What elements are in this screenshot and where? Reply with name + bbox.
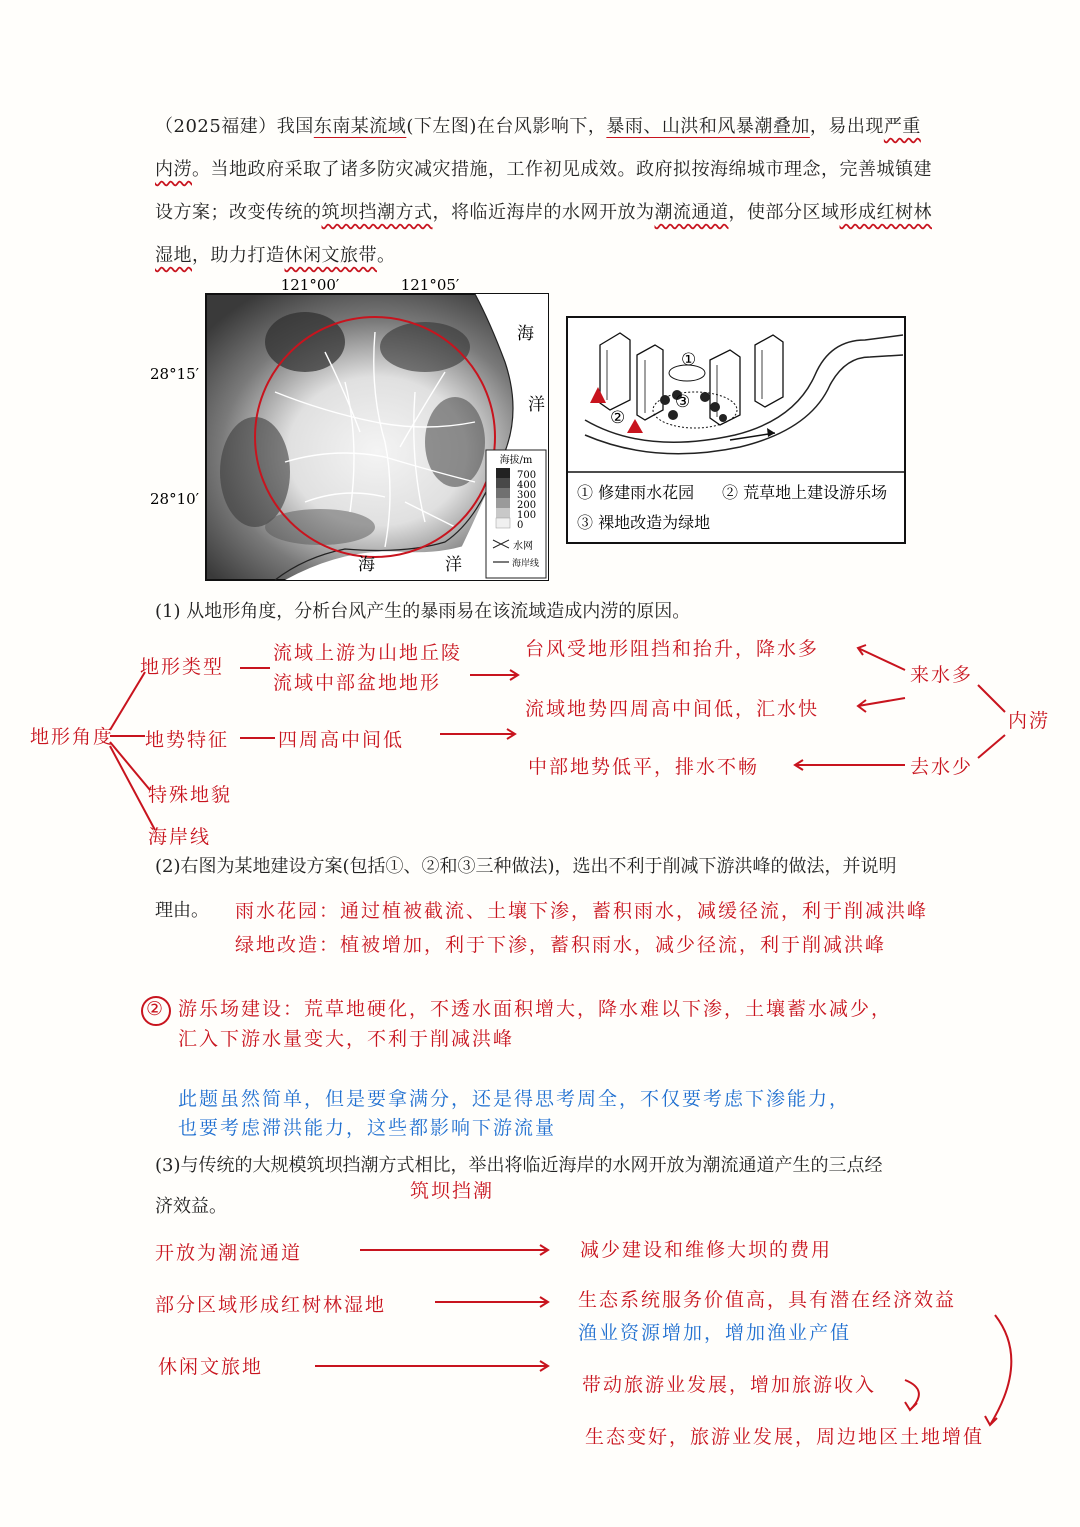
mountain-patch (265, 509, 375, 545)
intro-underline: 暴雨、山洪和风暴潮叠加 (606, 116, 810, 137)
mindmap-branch: 特殊地貌 (148, 784, 233, 806)
mountain-patch (425, 397, 485, 487)
lon-label-1: 121°00′ (280, 276, 340, 294)
scheme-number-1: ① (681, 350, 697, 370)
intro-underline: 潮流通道 (654, 202, 729, 223)
mindmap-leaf: 流域中部盆地地形 (273, 672, 442, 694)
legend-value: 0 (517, 520, 524, 531)
mindmap-result: 内涝 (1008, 710, 1051, 732)
benefit-source: 部分区域形成红树林湿地 (155, 1294, 387, 1316)
sea-label: 海 (358, 555, 375, 575)
watershed-map (145, 272, 555, 584)
intro-text: （2025福建）我国 (155, 116, 314, 137)
legend-title: 海拔/m (499, 455, 533, 466)
mountain-patch (265, 312, 345, 372)
legend-water: 水网 (513, 541, 533, 552)
question-2-line2: 理由。 (155, 900, 209, 921)
mindmap-root: 地形角度 (30, 726, 115, 748)
construction-scheme (565, 315, 910, 547)
scheme-caption-1: ① 修建雨水花园 (577, 483, 695, 502)
question-3-line2: 济效益。 (155, 1196, 227, 1217)
legend-coast: 海岸线 (512, 559, 540, 569)
question-1: (1) 从地形角度，分析台风产生的暴雨易在该流域造成内涝的原因。 (155, 601, 691, 622)
note-dam-tag: 筑坝挡潮 (410, 1180, 495, 1202)
note-rain-garden: 雨水花园：通过植被截流、土壤下渗，蓄积雨水，减缓径流，利于削减洪峰 (235, 900, 929, 922)
intro-text: ，将临近海岸的水网开放为 (432, 202, 655, 223)
benefit-source: 开放为潮流通道 (155, 1242, 303, 1264)
mindmap-reason: 流域地势四周高中间低，汇水快 (525, 698, 820, 720)
scheme-caption-3: ③ 裸地改造为绿地 (577, 513, 711, 532)
intro-underline: 形成红树林湿地 (155, 202, 932, 266)
lat-label-1: 28°15′ (150, 365, 200, 383)
tip-line-2: 也要考虑滞洪能力，这些都影响下游流量 (178, 1117, 557, 1139)
benefit-result: 带动旅游业发展，增加旅游收入 (582, 1374, 877, 1396)
mindmap-leaf: 流域上游为山地丘陵 (273, 642, 463, 664)
sea-label: 海 (517, 324, 534, 344)
sea-label: 洋 (528, 395, 545, 415)
intro-text: 。当地政府采取了诸多防灾减灾措施，工作初见成效。政府拟按海绵城市理念，完善城镇建设方案；改变传统的 (155, 159, 932, 223)
legend-value: 300 (517, 490, 537, 501)
intro-text: 。 (377, 245, 396, 266)
note-amusement: 游乐场建设：荒草地硬化，不透水面积增大，降水难以下渗，土壤蓄水减少， (178, 998, 893, 1020)
scheme-caption-2: ② 荒草地上建设游乐场 (722, 483, 888, 502)
mountain-patch (380, 322, 470, 372)
lon-label-2: 121°05′ (400, 276, 460, 294)
question-3-line1: (3)与传统的大规模筑坝挡潮方式相比，举出将临近海岸的水网开放为潮流通道产生的三点经 (155, 1155, 883, 1176)
mindmap-reason: 台风受地形阻挡和抬升，降水多 (525, 638, 820, 660)
lat-label-2: 28°10′ (150, 490, 200, 508)
benefit-result: 生态变好，旅游业发展，周边地区土地增值 (585, 1426, 985, 1448)
scheme-number-2: ② (610, 408, 626, 428)
intro-underline: 严重内涝 (155, 116, 921, 180)
mindmap-cause: 去水少 (910, 756, 974, 778)
benefit-result: 减少建设和维修大坝的费用 (580, 1239, 833, 1261)
note-amusement-cont: 汇入下游水量变大，不利于削减洪峰 (178, 1028, 515, 1050)
intro-text: (下左图)在台风影响下， (406, 116, 607, 137)
mindmap-leaf: 四周高中间低 (278, 729, 405, 751)
benefit-result: 生态系统服务价值高，具有潜在经济效益 (578, 1289, 957, 1311)
legend-value: 100 (517, 510, 537, 521)
question-intro (155, 105, 935, 277)
tip-line-1: 此题虽然简单，但是要拿满分，还是得思考周全，不仅要考虑下渗能力， (178, 1088, 851, 1110)
scheme-number-3: ③ (675, 392, 691, 412)
intro-text: ，易出现 (809, 116, 884, 137)
benefit-result: 渔业资源增加，增加渔业产值 (578, 1322, 852, 1344)
legend-value: 400 (517, 480, 537, 491)
mindmap-branch: 地势特征 (145, 729, 230, 751)
sea-label: 洋 (445, 555, 462, 575)
mindmap-cause: 来水多 (910, 664, 974, 686)
legend-value: 700 (517, 470, 537, 481)
intro-text: ，助力打造 (192, 245, 285, 266)
benefit-source: 休闲文旅地 (158, 1356, 264, 1378)
legend-value: 200 (517, 500, 537, 511)
intro-text: ，使部分区域 (728, 202, 840, 223)
mindmap-reason: 中部地势低平，排水不畅 (528, 756, 760, 778)
question-2-line1: (2)右图为某地建设方案(包括①、②和③三种做法)，选出不利于削减下游洪峰的做法，并说明 (155, 856, 897, 877)
answer-number: ② (146, 998, 164, 1020)
intro-underline: 休闲文旅带 (284, 245, 377, 266)
note-green-area: 绿地改造：植被增加，利于下渗，蓄积雨水，减少径流，利于削减洪峰 (235, 934, 887, 956)
mindmap-branch: 地形类型 (140, 656, 225, 678)
intro-underline: 筑坝挡潮方式 (321, 202, 433, 223)
mindmap-branch: 海岸线 (148, 826, 212, 848)
intro-underline: 东南某流域 (313, 116, 407, 137)
map-legend (486, 450, 546, 578)
